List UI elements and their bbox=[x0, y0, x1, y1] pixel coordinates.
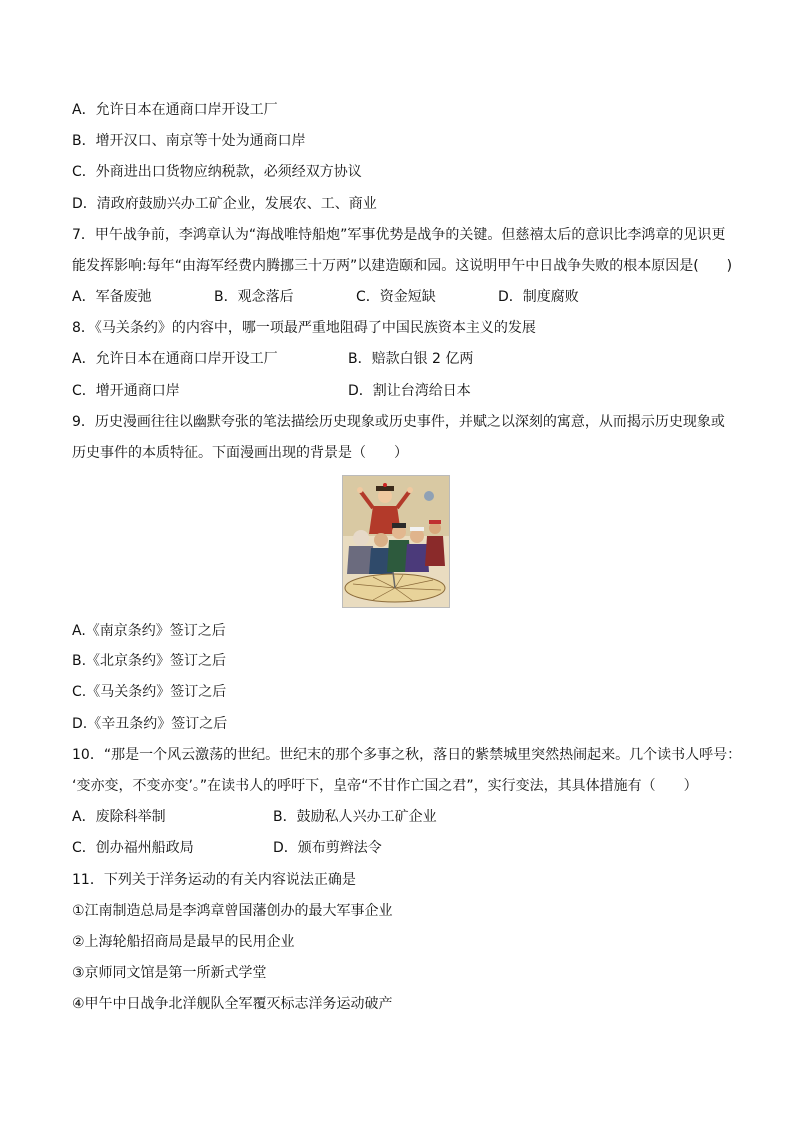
q11-item-4: ④甲午中日战争北洋舰队全军覆灭标志洋务运动破产 bbox=[72, 996, 393, 1012]
q10-option-a: A．废除科举制 bbox=[72, 809, 166, 825]
q11-item-3: ③京师同文馆是第一所新式学堂 bbox=[72, 965, 267, 981]
history-cartoon-image bbox=[342, 475, 450, 608]
q9-stem-line1: 9．历史漫画往往以幽默夸张的笔法描绘历史现象或历史事件，并赋之以深刻的寓意，从而揭示历史现象或 bbox=[72, 414, 725, 430]
q9-option-b: B.《北京条约》签订之后 bbox=[72, 653, 227, 669]
q10-stem-line2: ‘变亦变，不变亦变’。”在读书人的呼吁下，皇帝“不甘作亡国之君”，实行变法，其具体措施有（ ） bbox=[72, 778, 698, 794]
q8-option-c: C．增开通商口岸 bbox=[72, 383, 180, 399]
q10-option-b: B．鼓励私人兴办工矿企业 bbox=[273, 809, 437, 825]
q7-option-c: C．资金短缺 bbox=[356, 289, 436, 305]
q7-option-b: B．观念落后 bbox=[214, 289, 294, 305]
q7-stem-line2: 能发挥影响:每年“由海军经费内腾挪三十万两”以建造颐和园。这说明甲午中日战争失败的根本原因是( ) bbox=[72, 258, 733, 274]
q11-item-2: ②上海轮船招商局是最早的民用企业 bbox=[72, 934, 295, 950]
q9-option-c: C.《马关条约》签订之后 bbox=[72, 684, 227, 700]
q9-option-d: D.《辛丑条约》签订之后 bbox=[72, 716, 228, 732]
q6-option-c: C．外商进出口货物应纳税款，必须经双方协议 bbox=[72, 164, 362, 180]
q11-item-1: ①江南制造总局是李鸿章曾国藩创办的最大军事企业 bbox=[72, 903, 393, 919]
q9-option-a: A.《南京条约》签订之后 bbox=[72, 623, 226, 639]
q7-option-a: A．军备废弛 bbox=[72, 289, 152, 305]
q7-stem-line1: 7．甲午战争前，李鸿章认为“海战唯恃船炮”军事优势是战争的关键。但慈禧太后的意识比李鸿章的见识更 bbox=[72, 227, 726, 243]
q9-stem-line2: 历史事件的本质特征。下面漫画出现的背景是（ ） bbox=[72, 445, 408, 461]
q8-option-b: B．赔款白银 2 亿两 bbox=[348, 351, 474, 367]
q10-stem-line1: 10．“那是一个风云激荡的世纪。世纪末的那个多事之秋，落日的紫禁城里突然热闹起来。几个读书人呼号： bbox=[72, 747, 742, 763]
q6-option-a: A．允许日本在通商口岸开设工厂 bbox=[72, 102, 278, 118]
q6-option-b: B．增开汉口、南京等十处为通商口岸 bbox=[72, 133, 306, 149]
q11-stem: 11．下列关于洋务运动的有关内容说法正确是 bbox=[72, 872, 356, 888]
q10-option-d: D．颁布剪辫法令 bbox=[273, 840, 382, 856]
q8-stem: 8．《马关条约》的内容中，哪一项最严重地阻碍了中国民族资本主义的发展 bbox=[72, 320, 536, 336]
q10-option-c: C．创办福州船政局 bbox=[72, 840, 194, 856]
q8-option-a: A．允许日本在通商口岸开设工厂 bbox=[72, 351, 278, 367]
q6-option-d: D．清政府鼓励兴办工矿企业，发展农、工、商业 bbox=[72, 196, 377, 212]
q8-option-d: D．割让台湾给日本 bbox=[348, 383, 471, 399]
q7-option-d: D．制度腐败 bbox=[498, 289, 579, 305]
